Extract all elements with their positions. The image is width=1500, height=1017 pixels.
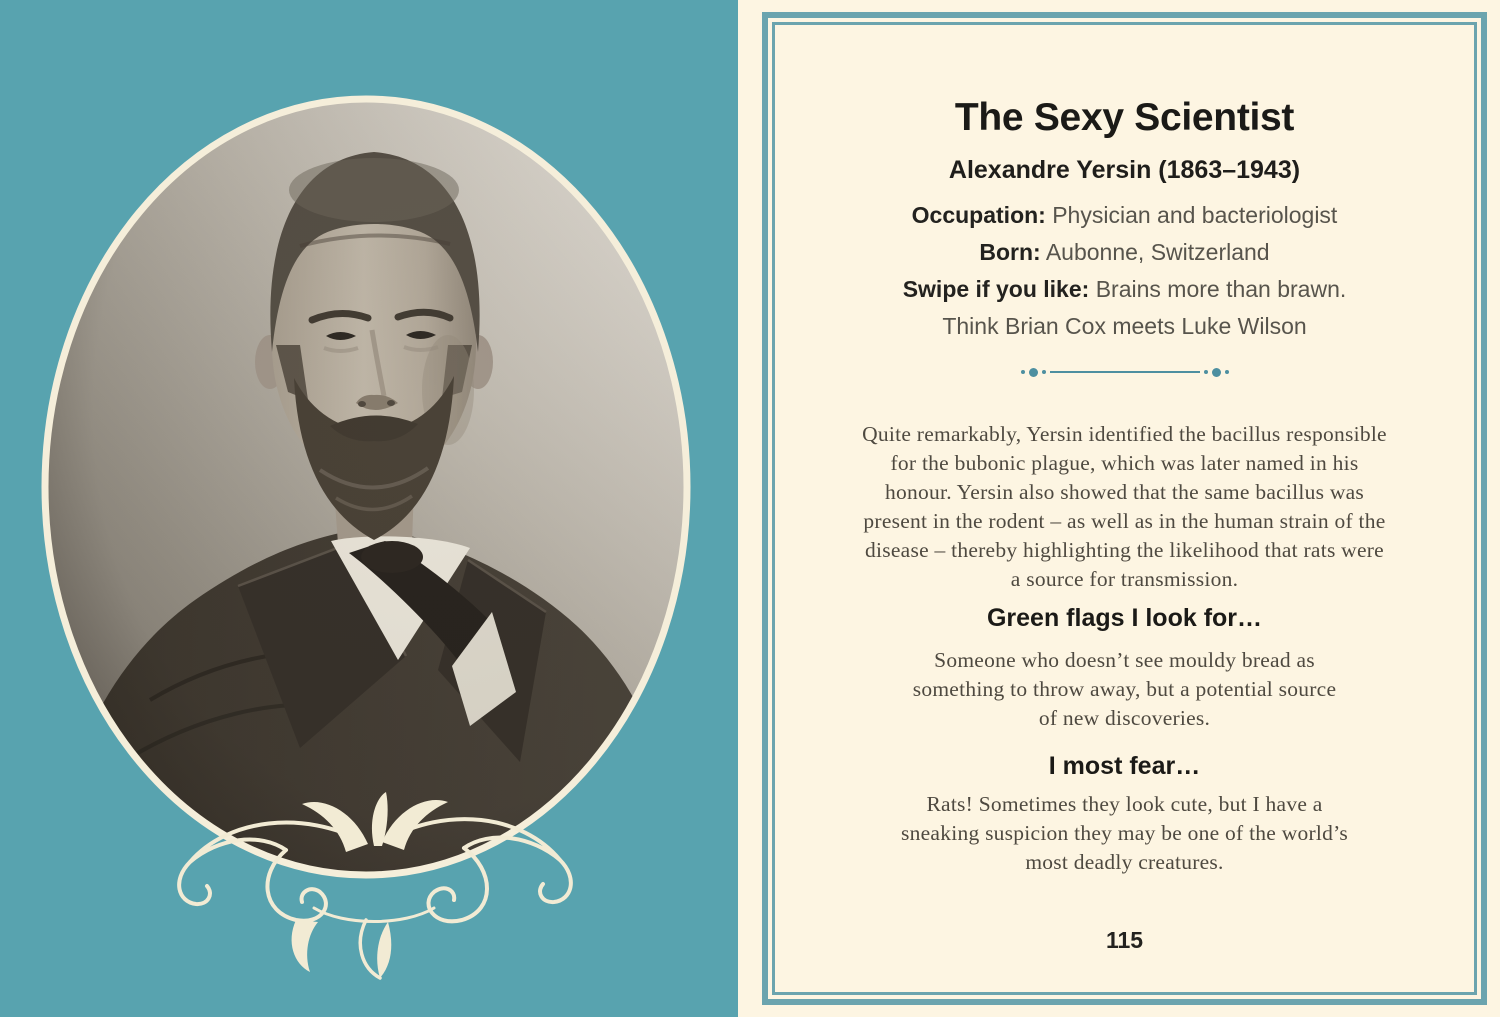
fact-occupation <box>775 202 1474 228</box>
born-value: Aubonne, Switzerland <box>1045 239 1270 265</box>
divider-dot-large <box>1029 368 1038 377</box>
portrait-photo <box>0 0 738 1017</box>
fact-swipe-line2 <box>775 313 1474 339</box>
divider-line <box>1050 371 1200 374</box>
bio-line: present in the rodent – as well as in the human strain of the <box>863 509 1386 533</box>
most-fear-line: Rats! Sometimes they look cute, but I have a <box>926 792 1323 816</box>
green-flags-line: Someone who doesn’t see mouldy bread as <box>934 648 1315 672</box>
bio-paragraph <box>775 420 1474 594</box>
swipe-value-line2: Think Brian Cox meets Luke Wilson <box>942 313 1307 339</box>
divider-dot-small <box>1042 370 1046 374</box>
page-number: 115 <box>1105 927 1144 953</box>
green-flags-heading: Green flags I look for… <box>986 604 1263 632</box>
divider-dot-small <box>1204 370 1208 374</box>
swipe-value: Brains more than brawn. <box>1095 276 1347 302</box>
bio-line: honour. Yersin also showed that the same bacillus was <box>884 480 1365 504</box>
occupation-label: Occupation: <box>911 202 1046 228</box>
divider-dot-small <box>1225 370 1229 374</box>
bio-line: disease – thereby highlighting the likelihood that rats were <box>865 538 1384 562</box>
right-page <box>738 0 1500 1017</box>
born-label: Born: <box>979 239 1041 265</box>
most-fear-line: most deadly creatures. <box>1025 850 1224 874</box>
divider-dot-large <box>1212 368 1221 377</box>
bio-line: for the bubonic plague, which was later named in his <box>890 451 1359 475</box>
photo-content <box>40 99 690 1017</box>
most-fear-line: sneaking suspicion they may be one of the world’s <box>901 821 1348 845</box>
swipe-label: Swipe if you like: <box>902 276 1090 302</box>
most-fear-body <box>775 790 1474 877</box>
bio-line: a source for transmission. <box>1010 567 1239 591</box>
green-flags-line: of new discoveries. <box>1038 706 1211 730</box>
person-name: Alexandre Yersin (1863–1943) <box>948 156 1301 184</box>
green-flags-line: something to throw away, but a potential source <box>912 677 1337 701</box>
page-content <box>775 0 1474 1017</box>
occupation-value: Physician and bacteriologist <box>1052 202 1338 228</box>
page-title: The Sexy Scientist <box>954 96 1295 139</box>
section-divider-icon <box>775 366 1474 378</box>
bio-line: Quite remarkably, Yersin identified the bacillus responsible <box>862 422 1387 446</box>
left-page <box>0 0 738 1017</box>
most-fear-heading: I most fear… <box>1048 752 1201 780</box>
fact-born <box>775 239 1474 265</box>
green-flags-body <box>775 646 1474 733</box>
divider-dot-small <box>1021 370 1025 374</box>
fact-swipe <box>775 276 1474 302</box>
